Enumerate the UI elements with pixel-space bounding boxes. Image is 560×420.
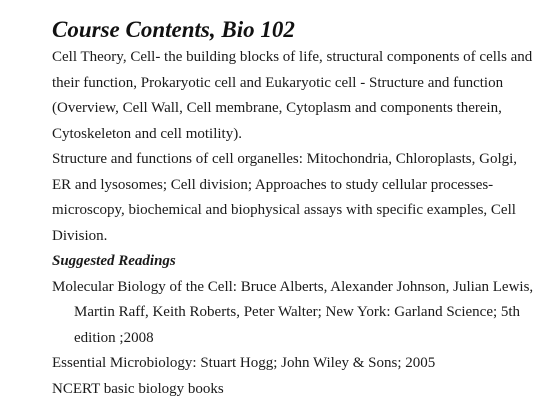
text-line: Cytoskeleton and cell motility). xyxy=(52,125,242,142)
document-title: Course Contents, Bio 102 xyxy=(52,17,295,42)
text-line: Division. xyxy=(52,227,108,244)
paragraph-cell-theory xyxy=(52,45,533,147)
text-line: their function, Prokaryotic cell and Eukaryotic cell - Structure and function xyxy=(52,74,504,91)
text-line: ER and lysosomes; Cell division; Approaches to study cellular processes- xyxy=(52,176,494,193)
readings-heading: Suggested Readings xyxy=(52,253,176,269)
reading-line: edition ;2008 xyxy=(74,329,154,346)
reading-line: NCERT basic biology books xyxy=(52,380,224,397)
text-line: microscopy, biochemical and biophysical assays with specific examples, Cell xyxy=(52,202,516,218)
reading-item xyxy=(52,377,520,403)
reading-item xyxy=(52,275,534,352)
reading-line: Molecular Biology of the Cell: Bruce Alberts, Alexander Johnson, Julian Lewis, xyxy=(52,278,534,295)
paragraph-organelles xyxy=(52,147,520,249)
reading-line: Martin Raff, Keith Roberts, Peter Walter; New York: Garland Science; 5th xyxy=(74,304,521,320)
text-line: Structure and functions of cell organelles: Mitochondria, Chloroplasts, Golgi, xyxy=(52,151,518,167)
text-line: (Overview, Cell Wall, Cell membrane, Cytoplasm and components therein, xyxy=(52,100,502,116)
reading-item xyxy=(52,351,520,377)
text-line: Cell Theory, Cell- the building blocks of life, structural components of cells and xyxy=(52,49,533,65)
reading-line: Essential Microbiology: Stuart Hogg; John Wiley & Sons; 2005 xyxy=(52,355,436,371)
